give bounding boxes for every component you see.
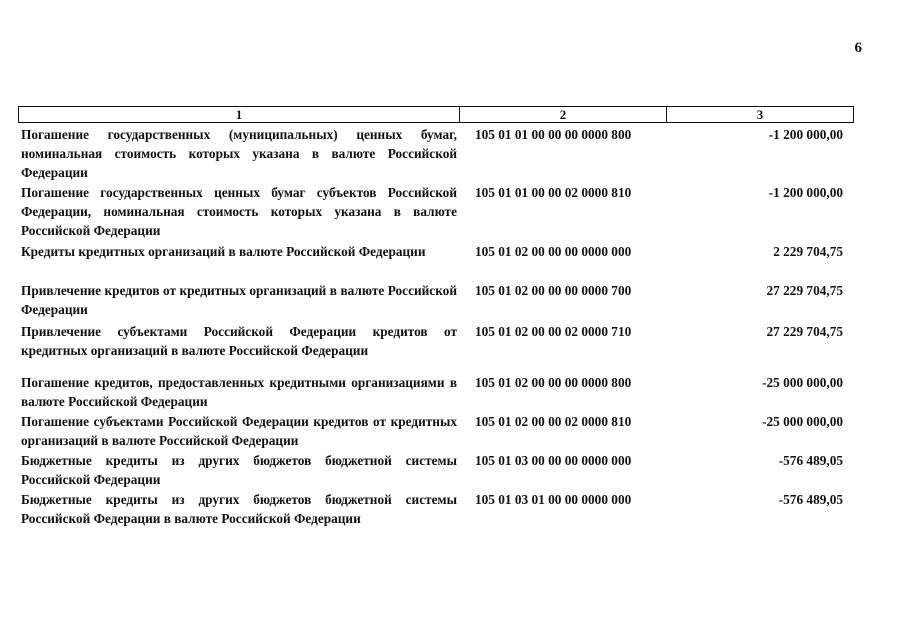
- row-description: Привлечение кредитов от кредитных организаций в валюте Российской Федерации: [21, 283, 457, 317]
- row-code: 105 01 02 00 00 00 0000 700: [475, 283, 632, 298]
- row-code: 105 01 02 00 00 02 0000 810: [475, 414, 632, 429]
- row-amount: -1 200 000,00: [768, 127, 843, 142]
- row-amount: -576 489,05: [778, 453, 843, 468]
- page-number: 6: [854, 40, 862, 56]
- row-description: Погашение государственных (муниципальных) ценных бумаг, номинальная стоимость которых указана в валюте Российской Федерации: [21, 127, 457, 180]
- row-description: Погашение кредитов, предоставленных кредитными организациями в валюте Российской Федерации: [21, 375, 457, 409]
- row-code: 105 01 01 00 00 02 0000 810: [475, 185, 632, 200]
- row-code: 105 01 02 00 00 00 0000 800: [475, 375, 632, 390]
- row-amount: -25 000 000,00: [762, 375, 843, 390]
- row-amount: 2 229 704,75: [773, 244, 843, 259]
- row-amount: 27 229 704,75: [766, 283, 843, 298]
- row-description: Бюджетные кредиты из других бюджетов бюджетной системы Российской Федерации в валюте Российской Федерации: [21, 492, 457, 526]
- row-code: 105 01 03 01 00 00 0000 000: [475, 492, 632, 507]
- row-amount: -576 489,05: [778, 492, 843, 507]
- row-code: 105 01 02 00 00 00 0000 000: [475, 244, 632, 259]
- row-description: Кредиты кредитных организаций в валюте Российской Федерации: [21, 244, 426, 259]
- column-header-2: 2: [460, 107, 667, 122]
- row-description: Бюджетные кредиты из других бюджетов бюджетной системы Российской Федерации: [21, 453, 457, 487]
- row-description: Привлечение субъектами Российской Федерации кредитов от кредитных организаций в валюте Российской Федерации: [21, 324, 457, 358]
- table-header: [18, 106, 854, 123]
- row-code: 105 01 01 00 00 00 0000 800: [475, 127, 632, 142]
- column-header-1: 1: [19, 107, 460, 122]
- row-code: 105 01 02 00 00 02 0000 710: [475, 324, 632, 339]
- row-description: Погашение государственных ценных бумаг субъектов Российской Федерации, номинальная стоимость которых указана в валюте Российской Федерации: [21, 185, 457, 238]
- row-code: 105 01 03 00 00 00 0000 000: [475, 453, 632, 468]
- row-amount: -25 000 000,00: [762, 414, 843, 429]
- row-amount: -1 200 000,00: [768, 185, 843, 200]
- column-header-3: 3: [756, 107, 764, 122]
- row-description: Погашение субъектами Российской Федерации кредитов от кредитных организаций в валюте Российской Федерации: [21, 414, 457, 448]
- row-amount: 27 229 704,75: [766, 324, 843, 339]
